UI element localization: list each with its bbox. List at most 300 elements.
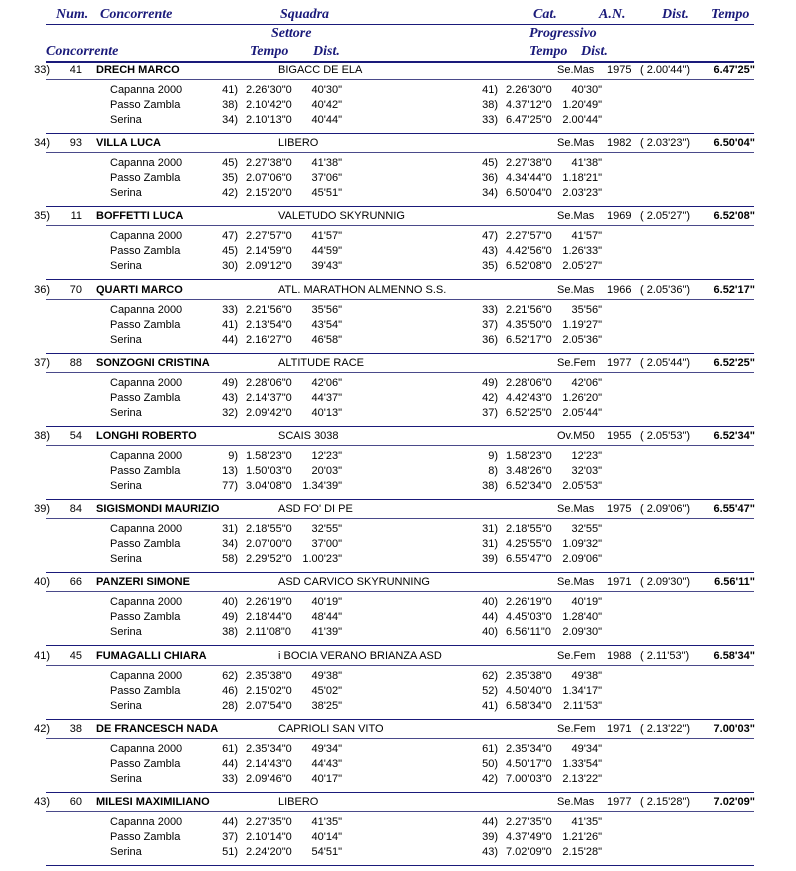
split-sector-gap: 44'43": [311, 758, 342, 770]
athlete-gap: ( 2.09'30"): [640, 576, 691, 588]
split-progressive-time: 2.21'56"0: [506, 304, 552, 316]
split-progressive-position: 52): [482, 685, 498, 697]
split-checkpoint: Passo Zambla: [110, 758, 181, 770]
split-progressive-position: 61): [482, 743, 498, 755]
header-tempo: Tempo: [711, 7, 750, 22]
split-progressive-time: 4.50'40"0: [506, 685, 552, 697]
split-checkpoint: Passo Zambla: [110, 172, 181, 184]
split-sector-position: 44): [222, 758, 238, 770]
split-progressive-time: 3.48'26"0: [506, 465, 552, 477]
split-sector-gap: 38'25": [311, 700, 342, 712]
split-sector-position: 33): [222, 304, 238, 316]
athlete-number: 66: [69, 576, 82, 588]
split-row: [0, 113, 796, 128]
split-progressive-gap: 2.05'36": [562, 334, 602, 346]
split-sector-time: 1.50'03"0: [246, 465, 292, 477]
split-row: [0, 186, 796, 201]
split-sector-time: 2.27'57"0: [246, 230, 292, 242]
athlete-row[interactable]: [0, 795, 796, 810]
split-sector-time: 2.27'38"0: [246, 157, 292, 169]
split-sector-gap: 37'06": [311, 172, 342, 184]
split-row: [0, 244, 796, 259]
athlete-row[interactable]: [0, 356, 796, 371]
split-progressive-gap: 42'06": [571, 377, 602, 389]
split-checkpoint: Serina: [110, 114, 142, 126]
athlete-block: [0, 209, 796, 282]
split-sector-time: 2.10'14"0: [246, 831, 292, 843]
split-checkpoint: Passo Zambla: [110, 392, 181, 404]
split-progressive-time: 4.42'56"0: [506, 245, 552, 257]
athlete-separator: [46, 445, 754, 446]
athlete-category: Se.Mas: [557, 796, 595, 808]
split-sector-time: 2.18'55"0: [246, 523, 292, 535]
athlete-separator: [46, 225, 754, 226]
athlete-final-time: 6.52'08": [713, 210, 755, 222]
split-sector-position: 41): [222, 319, 238, 331]
split-row: [0, 156, 796, 171]
split-checkpoint: Serina: [110, 407, 142, 419]
athlete-position: 34): [34, 137, 50, 149]
split-sector-gap: 40'44": [311, 114, 342, 126]
split-sector-gap: 44'59": [311, 245, 342, 257]
split-checkpoint: Serina: [110, 480, 142, 492]
athlete-row[interactable]: [0, 429, 796, 444]
split-sector-position: 51): [222, 846, 238, 858]
split-sector-position: 46): [222, 685, 238, 697]
split-row: [0, 699, 796, 714]
split-progressive-position: 33): [482, 114, 498, 126]
split-sector-gap: 43'54": [311, 319, 342, 331]
block-rule: [46, 572, 754, 573]
split-progressive-gap: 2.00'44": [562, 114, 602, 126]
split-progressive-position: 9): [488, 450, 498, 462]
split-sector-gap: 42'06": [311, 377, 342, 389]
block-rule: [46, 426, 754, 427]
split-progressive-time: 4.35'50"0: [506, 319, 552, 331]
athlete-gap: ( 2.03'23"): [640, 137, 691, 149]
athlete-block: [0, 795, 796, 868]
split-progressive-gap: 2.09'06": [562, 553, 602, 565]
split-progressive-time: 2.27'57"0: [506, 230, 552, 242]
split-progressive-gap: 1.19'27": [562, 319, 602, 331]
athlete-category: Se.Fem: [557, 357, 596, 369]
split-progressive-position: 41): [482, 700, 498, 712]
split-sector-time: 2.15'20"0: [246, 187, 292, 199]
split-sector-time: 2.10'42"0: [246, 99, 292, 111]
athlete-row[interactable]: [0, 575, 796, 590]
split-checkpoint: Passo Zambla: [110, 245, 181, 257]
athlete-separator: [46, 665, 754, 666]
split-sector-position: 30): [222, 260, 238, 272]
split-progressive-time: 2.26'19"0: [506, 596, 552, 608]
split-sector-time: 2.14'43"0: [246, 758, 292, 770]
athlete-block: [0, 502, 796, 575]
header-settore: Settore: [271, 26, 312, 41]
split-sector-gap: 45'51": [311, 187, 342, 199]
athlete-final-time: 6.47'25": [713, 64, 755, 76]
block-rule: [46, 499, 754, 500]
athlete-position: 38): [34, 430, 50, 442]
athlete-team: ASD CARVICO SKYRUNNING: [278, 576, 430, 588]
split-progressive-gap: 1.34'17": [562, 685, 602, 697]
split-progressive-gap: 2.05'44": [562, 407, 602, 419]
athlete-gap: ( 2.09'06"): [640, 503, 691, 515]
header-tempo-settore: Tempo: [250, 44, 289, 59]
split-row: [0, 669, 796, 684]
split-progressive-position: 62): [482, 670, 498, 682]
athlete-final-time: 6.58'34": [713, 650, 755, 662]
split-sector-gap: 40'17": [311, 773, 342, 785]
athlete-row[interactable]: [0, 649, 796, 664]
split-progressive-time: 2.26'30"0: [506, 84, 552, 96]
athlete-name: LONGHI ROBERTO: [96, 430, 197, 442]
athlete-position: 42): [34, 723, 50, 735]
athlete-birth-year: 1982: [607, 137, 632, 149]
athlete-final-time: 6.56'11": [714, 576, 755, 588]
athlete-number: 60: [69, 796, 82, 808]
split-sector-position: 28): [222, 700, 238, 712]
athlete-row[interactable]: [0, 63, 796, 78]
split-sector-gap: 40'13": [311, 407, 342, 419]
split-sector-gap: 1.00'23": [302, 553, 342, 565]
split-row: [0, 845, 796, 860]
split-row: [0, 479, 796, 494]
header-concorrente-sub: Concorrente: [46, 44, 119, 59]
split-progressive-position: 36): [482, 334, 498, 346]
athlete-name: SIGISMONDI MAURIZIO: [96, 503, 220, 515]
block-rule: [46, 279, 754, 280]
split-row: [0, 333, 796, 348]
split-checkpoint: Capanna 2000: [110, 450, 183, 462]
header-an: A.N.: [599, 7, 626, 22]
split-progressive-position: 41): [482, 84, 498, 96]
split-progressive-time: 4.37'12"0: [506, 99, 552, 111]
athlete-category: Se.Mas: [557, 284, 595, 296]
split-sector-position: 58): [222, 553, 238, 565]
split-progressive-gap: 40'30": [571, 84, 602, 96]
athlete-number: 84: [69, 503, 82, 515]
split-progressive-time: 6.52'08"0: [506, 260, 552, 272]
block-rule: [46, 133, 754, 134]
split-progressive-gap: 2.11'53": [563, 700, 602, 712]
athlete-position: 41): [34, 650, 50, 662]
split-sector-time: 2.27'35"0: [246, 816, 292, 828]
athlete-final-time: 6.50'04": [713, 137, 755, 149]
split-row: [0, 98, 796, 113]
split-sector-time: 2.18'44"0: [246, 611, 292, 623]
athlete-block: [0, 649, 796, 722]
split-progressive-position: 31): [482, 538, 498, 550]
split-row: [0, 522, 796, 537]
split-progressive-gap: 12'23": [571, 450, 602, 462]
split-sector-position: 37): [222, 831, 238, 843]
split-sector-position: 42): [222, 187, 238, 199]
split-sector-gap: 49'38": [311, 670, 342, 682]
athlete-final-time: 7.00'03": [713, 723, 755, 735]
split-progressive-time: 4.25'55"0: [506, 538, 552, 550]
split-checkpoint: Passo Zambla: [110, 99, 181, 111]
block-rule: [46, 719, 754, 720]
split-sector-time: 2.26'30"0: [246, 84, 292, 96]
athlete-separator: [46, 811, 754, 812]
split-sector-gap: 40'30": [311, 84, 342, 96]
athlete-number: 41: [69, 64, 82, 76]
split-progressive-position: 8): [488, 465, 498, 477]
split-progressive-time: 4.50'17"0: [506, 758, 552, 770]
split-checkpoint: Serina: [110, 187, 142, 199]
split-sector-time: 2.29'52"0: [246, 553, 292, 565]
split-row: [0, 391, 796, 406]
header-num: Num.: [56, 7, 89, 22]
split-sector-position: 34): [222, 538, 238, 550]
split-progressive-time: 6.55'47"0: [506, 553, 552, 565]
split-sector-gap: 45'02": [311, 685, 342, 697]
split-sector-position: 33): [222, 773, 238, 785]
split-sector-time: 2.35'38"0: [246, 670, 292, 682]
split-progressive-position: 50): [482, 758, 498, 770]
athlete-number: 54: [69, 430, 82, 442]
split-sector-time: 1.58'23"0: [246, 450, 292, 462]
split-sector-time: 2.21'56"0: [246, 304, 292, 316]
split-sector-time: 2.09'12"0: [246, 260, 292, 272]
split-progressive-position: 45): [482, 157, 498, 169]
split-progressive-time: 2.35'34"0: [506, 743, 552, 755]
split-sector-gap: 54'51": [311, 846, 342, 858]
athlete-row[interactable]: [0, 283, 796, 298]
split-sector-position: 77): [222, 480, 238, 492]
block-rule: [46, 865, 754, 866]
split-sector-time: 2.15'02"0: [246, 685, 292, 697]
split-sector-position: 13): [222, 465, 238, 477]
split-progressive-gap: 41'38": [571, 157, 602, 169]
split-progressive-position: 40): [482, 596, 498, 608]
athlete-birth-year: 1971: [607, 723, 632, 735]
athlete-row[interactable]: [0, 209, 796, 224]
header-dist-settore: Dist.: [313, 44, 340, 59]
split-progressive-gap: 1.26'33": [562, 245, 602, 257]
split-progressive-time: 6.58'34"0: [506, 700, 552, 712]
split-progressive-position: 47): [482, 230, 498, 242]
athlete-birth-year: 1988: [607, 650, 632, 662]
split-progressive-time: 4.45'03"0: [506, 611, 552, 623]
athlete-team: i BOCIA VERANO BRIANZA ASD: [278, 650, 442, 662]
athlete-birth-year: 1975: [607, 503, 632, 515]
athlete-number: 38: [69, 723, 82, 735]
split-progressive-position: 42): [482, 773, 498, 785]
athlete-row[interactable]: [0, 136, 796, 151]
athlete-category: Se.Mas: [557, 503, 595, 515]
athlete-category: Se.Fem: [557, 723, 596, 735]
split-progressive-time: 7.00'03"0: [506, 773, 552, 785]
split-checkpoint: Serina: [110, 846, 142, 858]
athlete-block: [0, 356, 796, 429]
split-checkpoint: Capanna 2000: [110, 743, 183, 755]
split-checkpoint: Capanna 2000: [110, 816, 183, 828]
split-sector-position: 41): [222, 84, 238, 96]
split-checkpoint: Serina: [110, 553, 142, 565]
split-sector-gap: 40'19": [311, 596, 342, 608]
split-row: [0, 742, 796, 757]
split-sector-time: 2.09'46"0: [246, 773, 292, 785]
athlete-gap: ( 2.15'28"): [640, 796, 691, 808]
split-progressive-time: 6.52'17"0: [506, 334, 552, 346]
split-sector-time: 2.28'06"0: [246, 377, 292, 389]
split-checkpoint: Capanna 2000: [110, 84, 183, 96]
split-row: [0, 171, 796, 186]
athlete-category: Se.Mas: [557, 137, 595, 149]
split-sector-position: 44): [222, 816, 238, 828]
split-progressive-position: 36): [482, 172, 498, 184]
split-progressive-gap: 49'34": [571, 743, 602, 755]
split-checkpoint: Serina: [110, 773, 142, 785]
split-progressive-gap: 2.05'53": [562, 480, 602, 492]
split-progressive-time: 4.34'44"0: [506, 172, 552, 184]
header-progressivo: Progressivo: [529, 26, 597, 41]
block-rule: [46, 792, 754, 793]
athlete-name: DRECH MARCO: [96, 64, 180, 76]
split-sector-position: 49): [222, 377, 238, 389]
split-sector-position: 49): [222, 611, 238, 623]
athlete-position: 39): [34, 503, 50, 515]
split-sector-time: 2.16'27"0: [246, 334, 292, 346]
split-row: [0, 303, 796, 318]
split-progressive-time: 6.52'34"0: [506, 480, 552, 492]
athlete-birth-year: 1955: [607, 430, 632, 442]
split-progressive-time: 4.37'49"0: [506, 831, 552, 843]
athlete-block: [0, 136, 796, 209]
athlete-birth-year: 1971: [607, 576, 632, 588]
split-sector-position: 47): [222, 230, 238, 242]
split-row: [0, 552, 796, 567]
split-progressive-time: 2.35'38"0: [506, 670, 552, 682]
split-progressive-position: 43): [482, 846, 498, 858]
athlete-block: [0, 722, 796, 795]
split-checkpoint: Serina: [110, 626, 142, 638]
athlete-row[interactable]: [0, 502, 796, 517]
athlete-gap: ( 2.05'36"): [640, 284, 691, 296]
split-progressive-position: 35): [482, 260, 498, 272]
athlete-team: ATL. MARATHON ALMENNO S.S.: [278, 284, 447, 296]
athlete-separator: [46, 299, 754, 300]
split-sector-time: 2.14'37"0: [246, 392, 292, 404]
header-concorrente: Concorrente: [100, 7, 173, 22]
split-sector-gap: 1.34'39": [302, 480, 342, 492]
split-sector-time: 2.26'19"0: [246, 596, 292, 608]
split-row: [0, 83, 796, 98]
athlete-category: Se.Fem: [557, 650, 596, 662]
athlete-separator: [46, 79, 754, 80]
split-progressive-gap: 1.28'40": [562, 611, 602, 623]
athlete-separator: [46, 518, 754, 519]
header-rule-1: [46, 24, 754, 25]
split-sector-time: 2.07'54"0: [246, 700, 292, 712]
athlete-category: Se.Mas: [557, 210, 595, 222]
split-progressive-position: 37): [482, 319, 498, 331]
split-progressive-gap: 1.20'49": [562, 99, 602, 111]
athlete-block: [0, 575, 796, 648]
athlete-birth-year: 1977: [607, 357, 632, 369]
athlete-name: PANZERI SIMONE: [96, 576, 190, 588]
athlete-team: BIGACC DE ELA: [278, 64, 363, 76]
split-progressive-gap: 1.09'32": [562, 538, 602, 550]
athlete-category: Ov.M50: [557, 430, 595, 442]
header-dist: Dist.: [662, 7, 689, 22]
split-row: [0, 815, 796, 830]
split-sector-position: 45): [222, 245, 238, 257]
athlete-team: LIBERO: [278, 796, 319, 808]
split-row: [0, 318, 796, 333]
split-sector-time: 2.07'06"0: [246, 172, 292, 184]
split-sector-time: 2.10'13"0: [246, 114, 292, 126]
split-progressive-gap: 35'56": [571, 304, 602, 316]
split-sector-time: 3.04'08"0: [246, 480, 292, 492]
athlete-final-time: 6.55'47": [713, 503, 755, 515]
split-checkpoint: Passo Zambla: [110, 831, 181, 843]
split-sector-position: 43): [222, 392, 238, 404]
athlete-number: 11: [70, 210, 82, 222]
split-row: [0, 449, 796, 464]
athlete-position: 33): [34, 64, 50, 76]
athlete-team: SCAIS 3038: [278, 430, 339, 442]
split-row: [0, 610, 796, 625]
athlete-birth-year: 1966: [607, 284, 632, 296]
split-sector-gap: 41'57": [311, 230, 342, 242]
split-progressive-position: 49): [482, 377, 498, 389]
split-progressive-gap: 41'35": [571, 816, 602, 828]
split-sector-position: 35): [222, 172, 238, 184]
split-checkpoint: Serina: [110, 334, 142, 346]
athlete-gap: ( 2.11'53"): [640, 650, 690, 662]
athlete-name: FUMAGALLI CHIARA: [96, 650, 207, 662]
athlete-position: 36): [34, 284, 50, 296]
split-sector-position: 38): [222, 626, 238, 638]
block-rule: [46, 645, 754, 646]
athlete-birth-year: 1975: [607, 64, 632, 76]
split-sector-position: 61): [222, 743, 238, 755]
split-progressive-gap: 32'55": [571, 523, 602, 535]
athlete-block: [0, 63, 796, 136]
split-progressive-time: 1.58'23"0: [506, 450, 552, 462]
split-progressive-gap: 40'19": [571, 596, 602, 608]
split-sector-gap: 32'55": [311, 523, 342, 535]
split-row: [0, 259, 796, 274]
split-row: [0, 625, 796, 640]
split-sector-position: 34): [222, 114, 238, 126]
split-progressive-gap: 1.18'21": [562, 172, 602, 184]
split-sector-gap: 40'14": [311, 831, 342, 843]
athlete-final-time: 6.52'34": [713, 430, 755, 442]
split-progressive-position: 40): [482, 626, 498, 638]
athlete-row[interactable]: [0, 722, 796, 737]
split-sector-time: 2.07'00"0: [246, 538, 292, 550]
split-sector-time: 2.24'20"0: [246, 846, 292, 858]
split-checkpoint: Passo Zambla: [110, 319, 181, 331]
athlete-gap: ( 2.05'53"): [640, 430, 691, 442]
athlete-final-time: 6.52'17": [713, 284, 755, 296]
split-sector-gap: 40'42": [311, 99, 342, 111]
split-sector-gap: 39'43": [311, 260, 342, 272]
athlete-number: 93: [69, 137, 82, 149]
athlete-final-time: 7.02'09": [713, 796, 755, 808]
split-progressive-time: 7.02'09"0: [506, 846, 552, 858]
athlete-team: ASD FO' DI PE: [278, 503, 353, 515]
split-progressive-position: 44): [482, 611, 498, 623]
split-row: [0, 595, 796, 610]
split-sector-time: 2.09'42"0: [246, 407, 292, 419]
split-row: [0, 406, 796, 421]
split-checkpoint: Passo Zambla: [110, 465, 181, 477]
split-checkpoint: Serina: [110, 700, 142, 712]
